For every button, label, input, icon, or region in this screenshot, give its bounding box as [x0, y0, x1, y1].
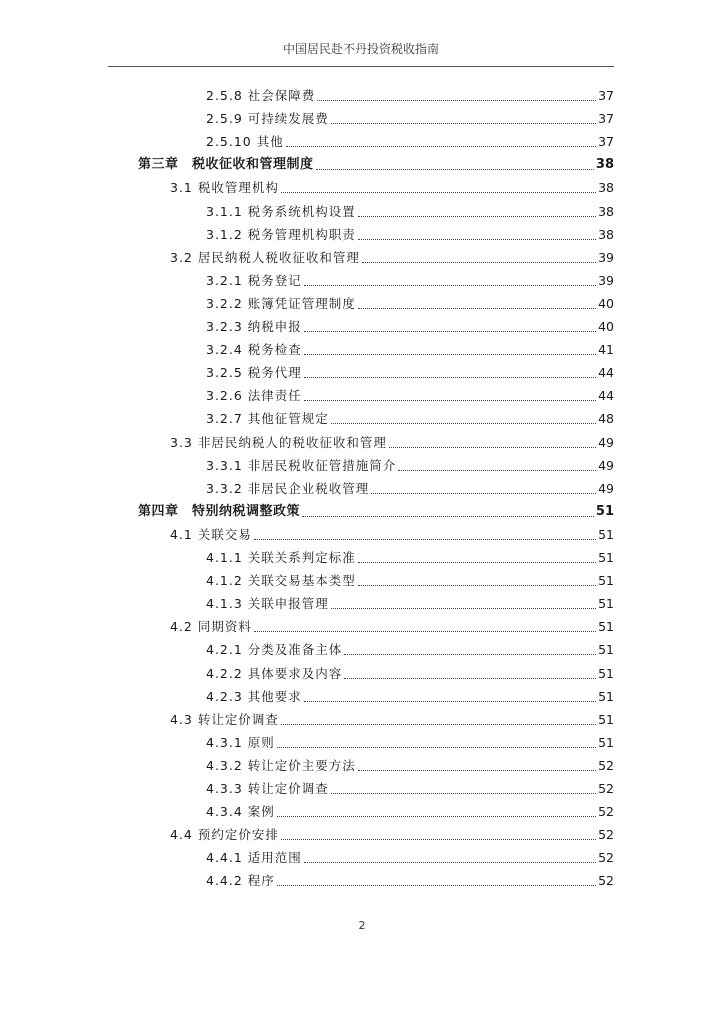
- toc-entry[interactable]: [170, 433, 614, 453]
- toc-dot-leader: [281, 839, 596, 840]
- toc-entry-page: 52: [598, 804, 614, 820]
- toc-dot-leader: [304, 377, 596, 378]
- toc-dot-leader: [286, 146, 596, 147]
- toc-dot-leader: [302, 516, 594, 517]
- toc-entry-title: 第三章 税收征收和管理制度: [138, 157, 314, 173]
- toc-entry-page: 51: [598, 573, 614, 589]
- toc-dot-leader: [281, 192, 596, 193]
- toc-entry-page: 51: [598, 688, 614, 704]
- toc-dot-leader: [304, 331, 596, 332]
- toc-entry-title: 3.2.5 税务代理: [206, 365, 302, 381]
- toc-entry[interactable]: [206, 871, 614, 891]
- page-header-title: 中国居民赴不丹投资税收指南: [282, 42, 439, 56]
- toc-entry[interactable]: [170, 617, 614, 637]
- toc-entry-title: 4.1 关联交易: [170, 526, 252, 542]
- toc-entry-title: 4.4.2 程序: [206, 873, 275, 889]
- toc-entry[interactable]: [206, 456, 614, 476]
- toc-entry[interactable]: [170, 710, 614, 730]
- toc-entry-page: 40: [598, 319, 614, 334]
- header-divider: [108, 66, 614, 67]
- toc-entry-title: 4.4 预约定价安排: [170, 827, 279, 843]
- toc-dot-leader: [358, 585, 596, 586]
- toc-dot-leader: [304, 354, 596, 355]
- toc-entry-title: 4.3.4 案例: [206, 804, 275, 820]
- toc-entry-page: 52: [598, 827, 614, 843]
- toc-entry[interactable]: [206, 409, 614, 429]
- toc-entry-title: 4.1.1 关联关系判定标准: [206, 550, 356, 565]
- toc-entry-title: 3.3.2 非居民企业税收管理: [206, 480, 370, 496]
- toc-dot-leader: [331, 123, 596, 124]
- toc-entry[interactable]: [206, 848, 614, 868]
- toc-entry-page: 38: [598, 226, 614, 242]
- toc-dot-leader: [277, 747, 596, 748]
- toc-entry-title: 3.2.3 纳税申报: [206, 319, 302, 334]
- toc-entry-title: 4.2.2 具体要求及内容: [206, 665, 343, 681]
- toc-entry[interactable]: [170, 825, 614, 845]
- toc-entry[interactable]: [170, 525, 614, 545]
- toc-entry[interactable]: [206, 594, 614, 614]
- toc-entry-page: 49: [598, 434, 614, 450]
- toc-entry-page: 38: [595, 157, 614, 173]
- toc-entry[interactable]: [206, 202, 614, 222]
- toc-entry-page: 51: [598, 642, 614, 658]
- toc-dot-leader: [317, 100, 596, 101]
- toc-dot-leader: [304, 862, 596, 863]
- toc-entry-page: 52: [598, 757, 614, 773]
- toc-dot-leader: [304, 285, 596, 286]
- toc-entry-title: 2.5.9 可持续发展费: [206, 111, 329, 127]
- toc-entry-title: 4.3.3 转让定价调查: [206, 781, 329, 796]
- toc-entry[interactable]: [206, 802, 614, 822]
- toc-entry-page: 51: [595, 503, 614, 519]
- toc-entry-page: 40: [598, 295, 614, 311]
- toc-entry-page: 44: [598, 388, 614, 404]
- toc-dot-leader: [358, 770, 596, 771]
- toc-entry[interactable]: [206, 571, 614, 591]
- toc-entry[interactable]: [206, 386, 614, 406]
- toc-entry-title: 3.1.2 税务管理机构职责: [206, 226, 356, 242]
- toc-entry[interactable]: [206, 687, 614, 707]
- toc-entry-page: 37: [598, 88, 614, 103]
- toc-entry[interactable]: [206, 548, 614, 568]
- toc-entry-title: 2.5.10 其他: [206, 134, 284, 150]
- toc-entry[interactable]: [206, 363, 614, 383]
- toc-entry-title: 4.1.2 关联交易基本类型: [206, 573, 356, 589]
- toc-entry[interactable]: [206, 271, 614, 291]
- toc-entry-title: 3.1 税收管理机构: [170, 180, 279, 196]
- toc-entry-title: 3.2.6 法律责任: [206, 388, 302, 404]
- toc-entry-page: 49: [598, 457, 614, 473]
- toc-dot-leader: [277, 885, 596, 886]
- toc-entry-page: 51: [598, 711, 614, 727]
- toc-dot-leader: [281, 724, 596, 725]
- toc-entry-title: 4.1.3 关联申报管理: [206, 596, 329, 612]
- toc-entry-page: 52: [598, 873, 614, 889]
- toc-entry-page: 39: [598, 249, 614, 265]
- toc-entry-page: 44: [598, 365, 614, 381]
- toc-dot-leader: [277, 816, 596, 817]
- toc-dot-leader: [358, 308, 596, 309]
- toc-dot-leader: [344, 654, 596, 655]
- toc-entry-page: 48: [598, 411, 614, 427]
- toc-dot-leader: [316, 169, 594, 170]
- toc-entry[interactable]: [206, 294, 614, 314]
- toc-entry-page: 51: [598, 526, 614, 542]
- toc-entry-title: 3.1.1 税务系统机构设置: [206, 203, 356, 219]
- toc-entry-title: 3.2.1 税务登记: [206, 272, 302, 288]
- toc-entry[interactable]: [206, 640, 614, 660]
- toc-entry-title: 第四章 特别纳税调整政策: [138, 503, 301, 519]
- toc-entry-title: 4.3.2 转让定价主要方法: [206, 757, 356, 773]
- toc-dot-leader: [358, 239, 596, 240]
- toc-dot-leader: [344, 678, 596, 679]
- toc-entry-title: 4.3.1 原则: [206, 734, 275, 750]
- toc-dot-leader: [362, 262, 596, 263]
- toc-entry-page: 37: [598, 134, 614, 150]
- toc-entry[interactable]: [206, 225, 614, 245]
- toc-entry-page: 39: [598, 272, 614, 288]
- toc-dot-leader: [331, 608, 596, 609]
- toc-entry-page: 51: [598, 619, 614, 635]
- toc-entry-title: 3.2.4 税务检查: [206, 342, 302, 358]
- toc-entry-title: 4.3 转让定价调查: [170, 711, 279, 727]
- toc-entry-title: 3.3.1 非居民税收征管措施简介: [206, 457, 397, 473]
- toc-entry[interactable]: [206, 340, 614, 360]
- toc-entry[interactable]: [206, 756, 614, 776]
- toc-entry-title: 4.2 同期资料: [170, 619, 252, 635]
- toc-dot-leader: [358, 562, 596, 563]
- toc-entry-page: 38: [598, 203, 614, 219]
- toc-entry-page: 38: [598, 180, 614, 196]
- toc-entry[interactable]: [206, 109, 614, 129]
- toc-entry[interactable]: [206, 132, 614, 152]
- toc-dot-leader: [304, 701, 596, 702]
- toc-entry-title: 3.2.2 账簿凭证管理制度: [206, 295, 356, 311]
- toc-entry[interactable]: [206, 664, 614, 684]
- toc-dot-leader: [371, 493, 596, 494]
- toc-entry-title: 4.2.3 其他要求: [206, 688, 302, 704]
- toc-entry-page: 37: [598, 111, 614, 127]
- toc-entry-title: 3.2 居民纳税人税收征收和管理: [170, 249, 360, 265]
- toc-dot-leader: [398, 470, 596, 471]
- toc-entry-title: 3.3 非居民纳税人的税收征收和管理: [170, 434, 387, 450]
- toc-entry-title: 4.4.1 适用范围: [206, 850, 302, 866]
- toc-entry-page: 51: [598, 665, 614, 681]
- toc-entry-page: 49: [598, 480, 614, 496]
- toc-entry-page: 52: [598, 850, 614, 866]
- toc-dot-leader: [331, 793, 596, 794]
- toc-chapter-entry[interactable]: [138, 155, 614, 175]
- toc-entry[interactable]: [206, 86, 614, 106]
- toc-dot-leader: [254, 631, 596, 632]
- toc-entry[interactable]: [206, 479, 614, 499]
- toc-dot-leader: [331, 423, 596, 424]
- toc-chapter-entry[interactable]: [138, 502, 614, 522]
- toc-entry-page: 41: [598, 342, 614, 358]
- toc-entry-title: 4.2.1 分类及准备主体: [206, 642, 343, 658]
- toc-entry-page: 51: [598, 734, 614, 750]
- toc-entry-page: 51: [598, 550, 614, 565]
- toc-entry-page: 52: [598, 781, 614, 796]
- toc-entry[interactable]: [206, 317, 614, 337]
- toc-entry-title: 2.5.8 社会保障费: [206, 88, 316, 103]
- toc-entry[interactable]: [206, 733, 614, 753]
- page-number: 2: [358, 919, 366, 932]
- toc-entry[interactable]: [206, 779, 614, 799]
- toc-entry[interactable]: [170, 248, 614, 268]
- toc-dot-leader: [304, 400, 596, 401]
- toc-dot-leader: [358, 216, 596, 217]
- toc-dot-leader: [389, 447, 596, 448]
- toc-dot-leader: [254, 539, 596, 540]
- toc-entry-page: 51: [598, 596, 614, 612]
- toc-entry[interactable]: [170, 178, 614, 198]
- toc-entry-title: 3.2.7 其他征管规定: [206, 411, 329, 427]
